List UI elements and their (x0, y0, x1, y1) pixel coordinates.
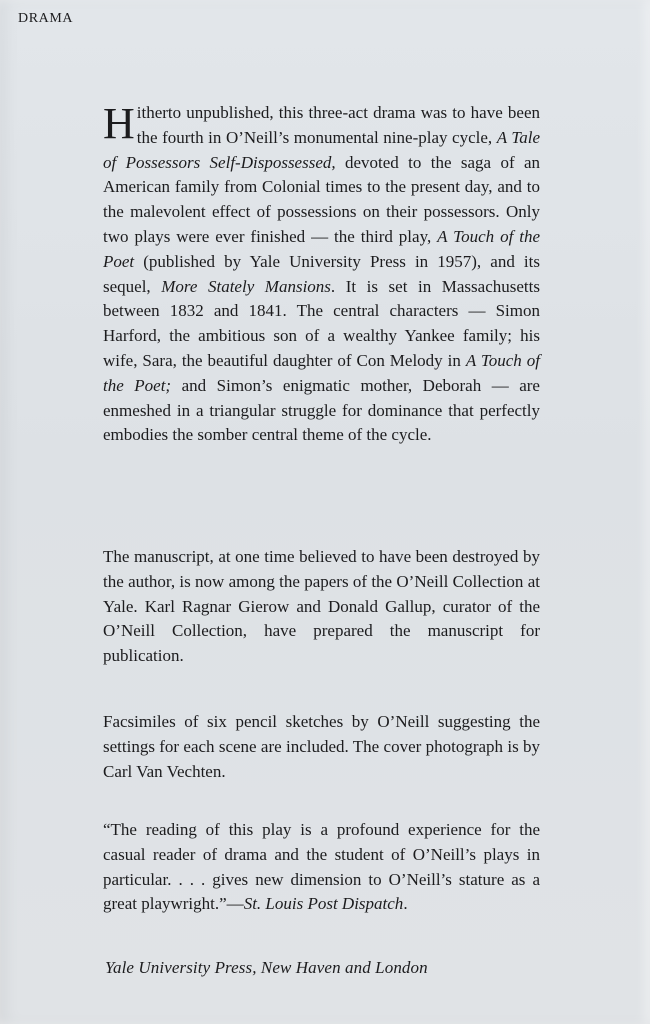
quote-end: . (403, 894, 408, 914)
manuscript-paragraph: The manuscript, at one time believed to have been destroyed by the author, is now among the papers of the O’Neill Collection at Yale. Karl Ragnar Gierow and Donald Gallup, curator of the O’Neill Collection, have prepared the manuscript for publication. (103, 547, 540, 666)
description-text: and Simon’s enigmatic mother, Deborah — are enmeshed in a triangular struggle for dominance that perfectly embodies the somber central theme of the cycle. (103, 375, 540, 445)
category-label: DRAMA (18, 11, 74, 26)
cycle-title: A Tale of Possessors Self-Dispossessed, (103, 127, 540, 172)
publisher-imprint: Yale University Press, New Haven and London (105, 958, 428, 977)
quote-text: “The reading of this play is a profound experience for the casual reader of drama and the student of O’Neill’s plays in particular. . . . gives new dimension to O’Neill’s stature as a great playwright.”— (103, 820, 540, 914)
play-title: More Stately Mansions (161, 276, 331, 296)
description-paragraph (103, 101, 540, 448)
play-title: A Touch of the Poet (103, 226, 540, 271)
description-text: itherto unpublished, this three-act drama was to have been the fourth in O’Neill’s monumental nine-play cycle, (136, 103, 540, 147)
play-title: A Touch of the Poet; (103, 350, 540, 395)
quote-source: St. Louis Post Dispatch (243, 894, 404, 914)
drop-cap: H (103, 99, 135, 148)
review-quote (103, 818, 540, 917)
description-text: . It is set in Massachusetts between 1832 and 1841. The central characters — Simon Harford, the ambitious son of a wealthy Yankee family; his wife, Sara, the beautiful daughter of Con Melody in (103, 276, 540, 370)
description-text: (published by Yale University Press in 1957), and its sequel, (103, 251, 540, 296)
description-text: devoted to the saga of an American family from Colonial times to the present day, and to the malevolent effect of possessions on their possessors. Only two plays were ever finished — the third play, (103, 152, 541, 246)
facsimiles-paragraph: Facsimiles of six pencil sketches by O’Neill suggesting the settings for each scene are included. The cover photograph is by Carl Van Vechten. (103, 712, 540, 781)
